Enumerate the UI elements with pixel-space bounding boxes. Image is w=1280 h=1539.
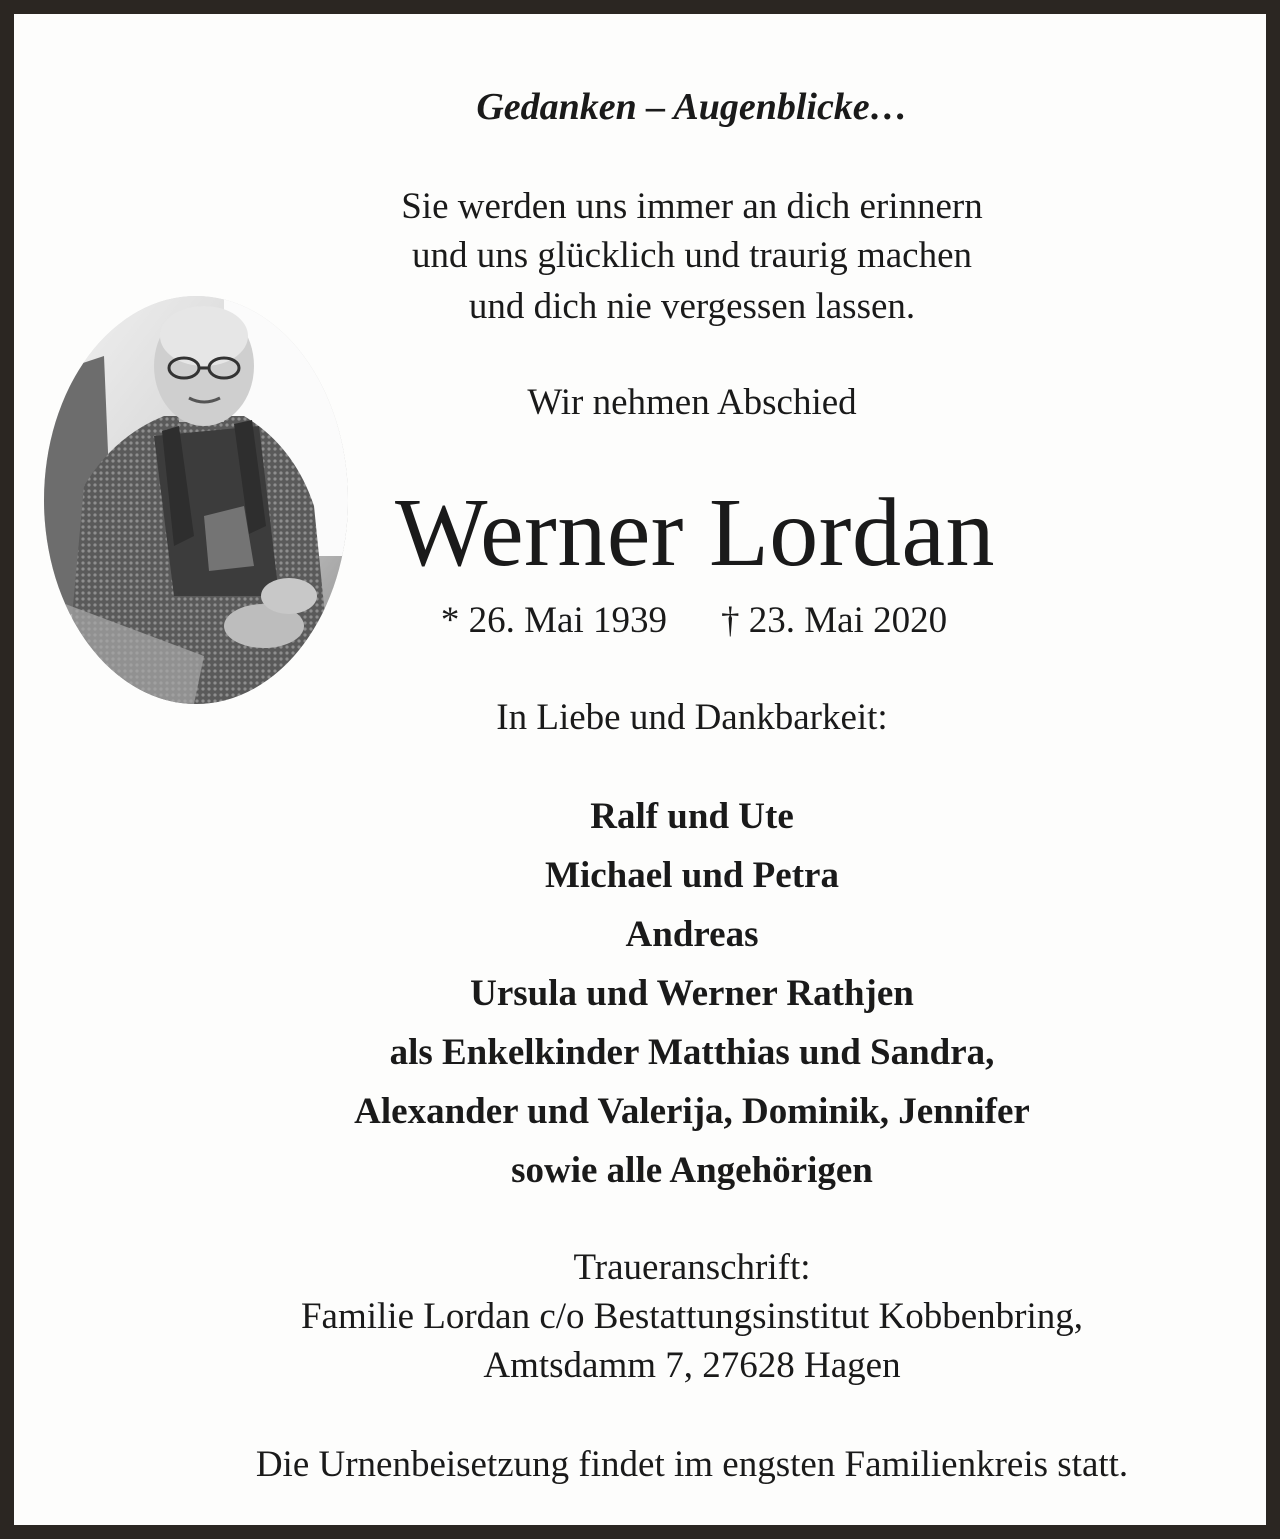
address-line-1: Familie Lordan c/o Bestattungsinstitut Kobbenbring, (300, 1296, 1084, 1337)
deceased-name: Werner Lordan (395, 479, 995, 587)
verse-line-3: und dich nie vergessen lassen. (468, 286, 916, 327)
mourner-line-5: als Enkelkinder Matthias und Sandra, (389, 1032, 995, 1073)
mourner-line-4: Ursula und Werner Rathjen (470, 973, 914, 1014)
mourner-line-2: Michael und Petra (545, 855, 839, 896)
mourner-line-7: sowie alle Angehörigen (511, 1150, 873, 1191)
verse-line-1: Sie werden uns immer an dich erinnern (401, 186, 983, 227)
mourner-line-3: Andreas (625, 914, 759, 955)
verse-line-2: und uns glücklich und traurig machen (411, 235, 972, 276)
birth-date: * 26. Mai 1939 (440, 600, 667, 641)
address-label: Traueranschrift: (573, 1247, 811, 1288)
gratitude-text: In Liebe und Dankbarkeit: (496, 697, 888, 738)
farewell-text: Wir nehmen Abschied (527, 382, 857, 423)
life-dates (14, 602, 1280, 639)
closing-note: Die Urnenbeisetzung findet im engsten Familienkreis statt. (255, 1444, 1129, 1485)
mourner-line-1: Ralf und Ute (590, 796, 794, 837)
mourner-line-6: Alexander und Valerija, Dominik, Jennifer (354, 1091, 1030, 1132)
motto: Gedanken – Augenblicke… (476, 86, 908, 128)
death-date: † 23. Mai 2020 (721, 600, 948, 641)
address-line-2: Amtsdamm 7, 27628 Hagen (483, 1345, 901, 1386)
